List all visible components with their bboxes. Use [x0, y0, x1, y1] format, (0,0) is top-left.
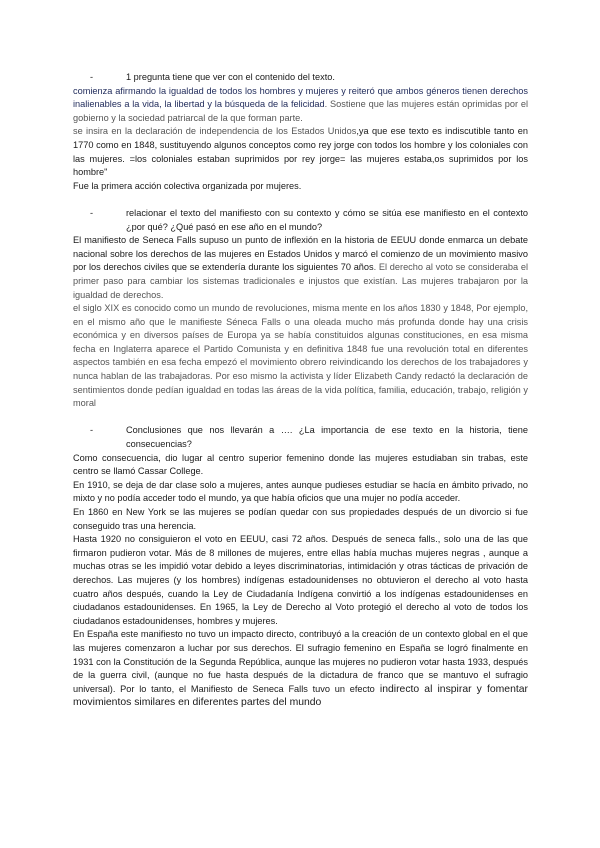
- paragraph-1860: En 1860 en New York se las mujeres se podían quedar con sus propiedades después de un divorcio si fue conseguido tras una herencia.: [73, 507, 528, 531]
- text-declaration-detail: ,ya que ese texto es indiscutible tanto en 1770 como en 1848, sustituyendo algunos conceptos como rey jorge con todos los hombre y los coloniales con las mujeres. =los coloniales estaban suprimidos por rey jorge= las mujeres estaba,os suprimidos por los hombre": [73, 126, 528, 178]
- document-page: [73, 71, 528, 710]
- text-inflection-point: El manifiesto de Seneca Falls supuso un punto de inflexión en la historia de EEUU donde enmarca un debate nacional sobre los derechos de las mujeres en Estados Unidos y marcó el comienzo de un movimiento masivo por los derechos civiles que se extendería durante los siguientes 70 años: [73, 235, 528, 273]
- text-oppression: . Sostiene que las mujeres están oprimidas por el gobierno y la sociedad patriarcal de la que forman parte.: [73, 99, 528, 123]
- paragraph-seneca-falls: [73, 234, 528, 302]
- bullet-dash: -: [90, 425, 94, 436]
- text-indirect-effect: indirecto al inspirar y fomentar movimientos similares en diferentes partes del mundo: [73, 683, 528, 709]
- text-spain: En España este manifiesto no tuvo un impacto directo, contribuyó a la creación de un contexto global en el que las mujeres comenzaron a luchar por sus derechos. El sufragio femenino en España se logró finalmente en 1931 con la Constitución de la Segunda República, aunque las mujeres no pudieron votar hasta 1933, después de la guerra civil, (aunque no fue hasta después de la dictadura de franco que se mantuvo el sufragio universal). Por lo tanto, el Manifiesto de Seneca Falls tuvo un efecto: [73, 629, 528, 694]
- bullet-dash: -: [90, 207, 94, 218]
- paragraph-xix-century: el siglo XIX es conocido como un mundo de revoluciones, misma mente en los años 1830 y 1848, Por ejemplo, en el mismo año que le manifieste Séneca Falls o una oleada mucho más profunda donde hay una crisis económica y en diversos países de Europa ya se había constituidos algunas constituciones, en esa misma fecha en Inglaterra aparece el Partido Comunista y en definitiva 1848 fue una revolución total en diferentes aspectos también en esa fecha empezó el movimiento obrero reivindicando los derechos de los trabajadores y nunca hablan de las trabajadoras. Por eso mismo la activista y líder Elizabeth Candy redactó la declaración de sentimientos donde pedían igualdad en todas las áreas de la vida política, familia, educación, trabajo, religión y moral: [73, 303, 528, 409]
- paragraph-first-action: Fue la primera acción colectiva organizada por mujeres.: [73, 180, 302, 191]
- bullet-question-3: [90, 424, 528, 451]
- text-declaration-intro: se insira en la declaración de independencia de los Estados Unidos: [73, 126, 357, 137]
- paragraph-spain: [73, 628, 528, 710]
- bullet-dash: -: [90, 72, 94, 82]
- bullet-question-1: [90, 71, 528, 85]
- bullet-text: 1 pregunta tiene que ver con el contenido del texto.: [126, 72, 335, 82]
- bullet-text: Conclusiones que nos llevarán a …. ¿La importancia de ese texto en la historia, tiene consecuencias?: [126, 425, 528, 450]
- paragraph-college: Como consecuencia, dio lugar al centro superior femenino donde las mujeres estudiaban sin trabas, este centro se llamó Cassar College.: [73, 452, 528, 477]
- paragraph-1920-vote: Hasta 1920 no consiguieron el voto en EEUU, casi 72 años. Después de seneca falls., solo una de las que firmaron pudieron votar. Más de 8 millones de mujeres, entre ellas había muchas mujeres negras , aunque a muchas otras se les impidió votar debido a leyes discriminatorias, intimidación y otras tácticas de privación de derechos. Las mujeres (y los hombres) indígenas estadounidenses no obtuvieron el derecho al voto hasta cuatro años después, cuando la Ley de Ciudadanía Indígena convirtió a los indígenas estadounidenses en ciudadanos estadounidenses. En 1965, la Ley de Derecho al Voto protegió el derecho al voto de todos los ciudadanos estadounidenses, hombres y mujeres.: [73, 534, 528, 626]
- text-equality-claim: comienza afirmando la igualdad de todos los hombres y mujeres y reiteró que ambos géneros tienen derechos inalienables a la vida, la libertad y la búsqueda de la felicidad: [73, 85, 528, 110]
- paragraph-1910: En 1910, se deja de dar clase solo a mujeres, antes aunque pudieses estudiar se hacía en ámbito privado, no mixto y no podía acceder todo el mundo, ya que había oficios que una mujer no podía acceder.: [73, 479, 528, 504]
- text-vote-right: . El derecho al voto se consideraba el primer paso para cambiar los sistemas tradicionales e injustos que existían. Las mujeres trabajaron por la igualdad de derechos.: [73, 262, 529, 300]
- paragraph-declaration: [73, 125, 528, 179]
- bullet-text: relacionar el texto del manifiesto con su contexto y cómo se sitúa ese manifiesto en el contexto ¿por qué? ¿Qué pasó en ese año en el mundo?: [126, 207, 528, 232]
- bullet-question-2: [90, 207, 528, 234]
- paragraph-equality: [73, 85, 528, 126]
